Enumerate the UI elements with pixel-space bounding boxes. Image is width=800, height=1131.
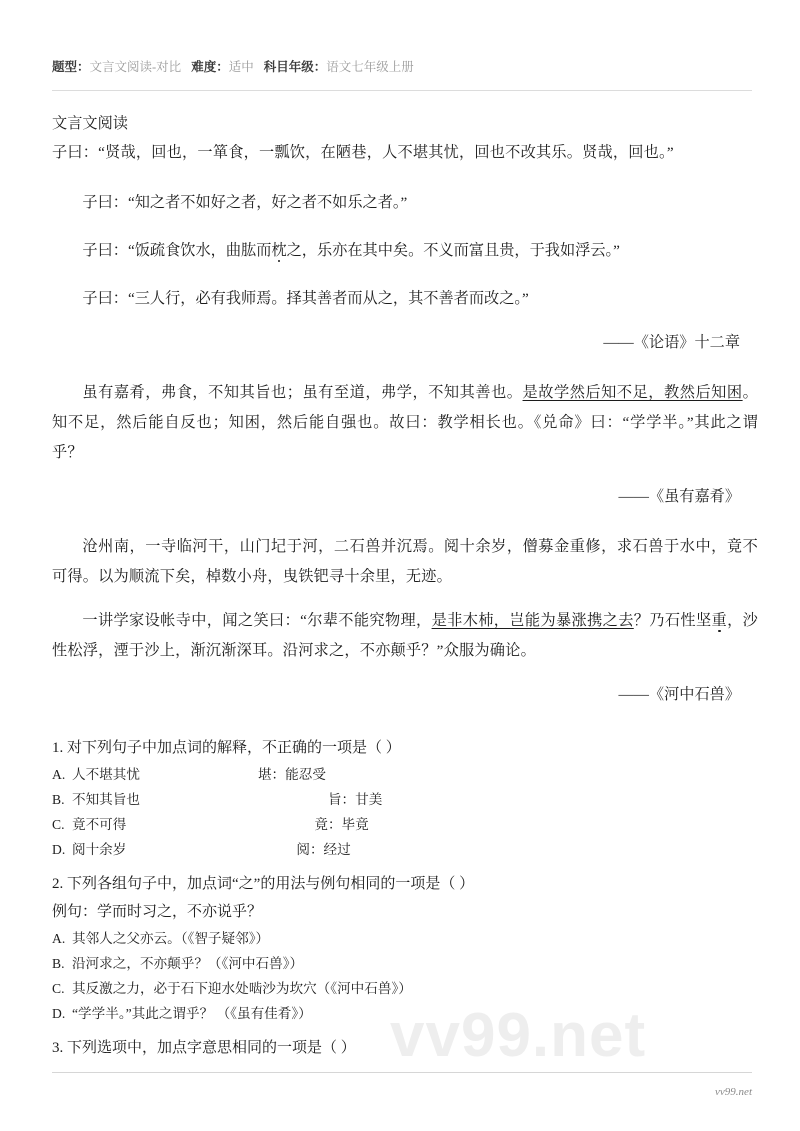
option-letter-b: B. [52, 956, 65, 971]
section-title: 文言文阅读 [52, 115, 128, 132]
option-b-text: 不知其旨也 [72, 792, 140, 807]
option-letter-d: D. [52, 1006, 66, 1021]
meta-key-subject-grade: 科目年级： [263, 60, 327, 74]
option-a-gloss: 堪：能忍受 [257, 767, 326, 782]
quote-fanshushi [52, 236, 758, 266]
question-3-number: 3. [52, 1040, 64, 1056]
passage-suiyoujiayao [52, 378, 758, 468]
passage-suiyoujiayao-part1: 虽有嘉肴，弗食，不知其旨也；虽有至道，弗学，不知其善也。 [82, 384, 523, 401]
question-2-text: 下列各组句子中，加点词“之”的用法与例句相同的一项是（ ） [67, 876, 475, 892]
watermark-large: vv99.net [390, 1001, 647, 1070]
option-b-text: 沿河求之，不亦颠乎？（《河中石兽》） [72, 956, 304, 971]
meta-line [52, 58, 752, 76]
emphasis-dot-zhen: 枕 [271, 242, 287, 259]
question-1-option-a[interactable] [52, 762, 758, 787]
option-c-gloss: 竟：毕竟 [314, 817, 369, 832]
underlined-text-shifeimushi: 是非木杮，岂能为暴涨携之去 [431, 612, 634, 629]
option-c-text: 竟不可得 [72, 817, 127, 832]
question-1 [52, 734, 758, 762]
question-3-text: 下列选项中，加点字意思相同的一项是（ ） [67, 1040, 356, 1056]
footer-watermark: vv99.net [715, 1086, 752, 1098]
option-letter-b: B. [52, 792, 65, 807]
question-2-example: 例句：学而时习之，不亦说乎？ [52, 904, 263, 920]
passage-yanhui: 子曰：“贤哉，回也，一箪食，一瓢饮，在陋巷，人不堪其忧，回也不改其乐。贤哉，回也。” [52, 144, 674, 161]
option-letter-c: C. [52, 981, 65, 996]
meta-key-type: 题型： [52, 60, 90, 74]
footer-divider [52, 1072, 752, 1073]
option-a-text: 其邻人之父亦云。（《智子疑邻》） [72, 931, 270, 946]
question-2-number: 2. [52, 876, 64, 892]
quote-sanrenxing: 子曰：“三人行，必有我师焉。择其善者而从之，其不善者而改之。” [82, 290, 529, 307]
meta-value-difficulty: 适中 [228, 60, 254, 74]
underlined-text-shigu: 是故学然后知不足，教然后知困 [522, 384, 743, 401]
passage-suiyoujiayao-part2: 。知不足，然后能自反也；知困，然后能自强也。故曰：教学相长也。《兑命》曰：“学学半。”其此之谓乎？ [52, 384, 758, 461]
option-letter-a: A. [52, 931, 66, 946]
option-a-text: 人不堪其忧 [72, 767, 140, 782]
source-suiyoujiayao: ——《虽有嘉肴》 [618, 488, 740, 505]
question-2-option-d[interactable] [52, 1001, 758, 1026]
option-b-gloss: 旨：甘美 [327, 792, 383, 807]
option-d-text: “学学半。”其此之谓乎？ （《虽有佳肴》） [72, 1006, 312, 1021]
source-lunyu: ——《论语》十二章 [603, 334, 740, 351]
question-1-text: 对下列句子中加点词的解释，不正确的一项是（ ） [67, 740, 401, 756]
question-1-option-b[interactable] [52, 787, 758, 812]
question-1-option-c[interactable] [52, 812, 758, 837]
meta-key-difficulty: 难度： [191, 60, 229, 74]
option-d-text: 阅十余岁 [72, 842, 127, 857]
passage-hezhongshishou-1: 沧州南，一寺临河干，山门圮于河，二石兽并沉焉。阅十余岁，僧募金重修，求石兽于水中，竟不可得。以为顺流下矣，棹数小舟，曳铁钯寻十余里，无迹。 [52, 538, 758, 585]
passage-hezhongshishou-2 [52, 606, 758, 666]
question-2-option-c[interactable] [52, 976, 758, 1001]
question-2-option-b[interactable] [52, 951, 758, 976]
emphasis-dot-zhong: 重 [711, 612, 728, 629]
option-letter-a: A. [52, 767, 66, 782]
quote-zhizhizhe: 子曰：“知之者不如好之者，好之者不如乐之者。” [82, 194, 408, 211]
option-letter-c: C. [52, 817, 65, 832]
passage-hezhongshishou-part1: 一讲学家设帐寺中，闻之笑曰：“尔辈不能究物理， [82, 612, 432, 629]
question-1-option-d[interactable] [52, 837, 758, 862]
option-letter-d: D. [52, 842, 66, 857]
passage-hezhongshishou-part2: ？乃石性坚 [633, 612, 712, 629]
question-3 [52, 1034, 758, 1062]
option-c-text: 其反激之力，必于石下迎水处啮沙为坎穴（《河中石兽》） [72, 981, 412, 996]
question-1-number: 1. [52, 740, 64, 756]
meta-value-type: 文言文阅读-对比 [89, 60, 182, 74]
document-meta-header [52, 58, 752, 76]
option-d-gloss: 阅：经过 [296, 842, 351, 857]
document-content [52, 110, 758, 1062]
header-divider [52, 90, 752, 91]
quote-fanshushi-part1: 子曰：“饭疏食饮水，曲肱而 [82, 242, 272, 259]
question-2-option-a[interactable] [52, 926, 758, 951]
question-2 [52, 870, 758, 898]
passage-hezhongshishou-part3: ，沙性松浮，湮于沙上，渐沉渐深耳。沿河求之，不亦颠乎？”众服为确论。 [52, 612, 759, 659]
source-hezhongshishou: ——《河中石兽》 [618, 686, 740, 703]
quote-fanshushi-part2: 之，乐亦在其中矣。不义而富且贵，于我如浮云。” [286, 242, 620, 259]
meta-value-subject-grade: 语文七年级上册 [326, 60, 414, 74]
